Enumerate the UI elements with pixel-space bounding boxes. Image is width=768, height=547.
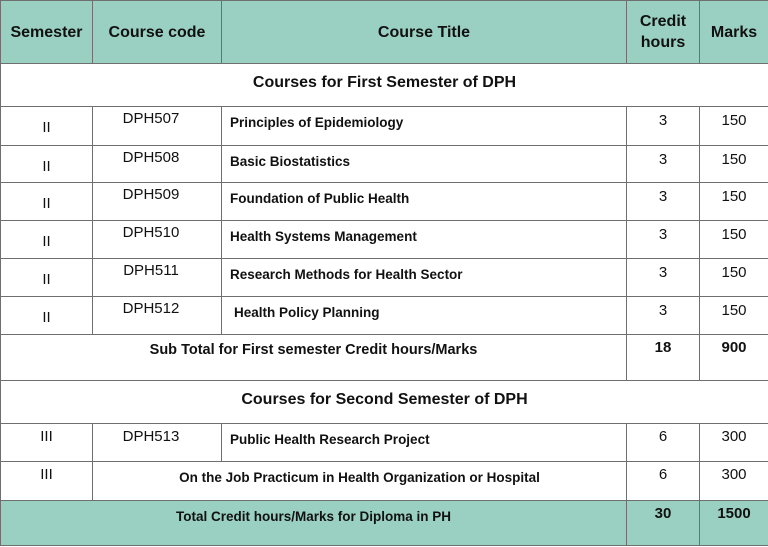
table-row [1, 107, 768, 146]
marks-cell: 150 [700, 107, 768, 146]
semester-cell: II [1, 297, 93, 335]
course-code-cell: DPH508 [93, 146, 222, 183]
credit-hours-cell: 3 [627, 297, 700, 335]
subtotal-label: Sub Total for First semester Credit hours/Marks [1, 335, 627, 381]
table-row [1, 146, 768, 183]
section-row-first-semester [1, 64, 768, 107]
credit-hours-cell: 6 [627, 424, 700, 462]
credit-hours-cell: 3 [627, 107, 700, 146]
course-code-cell: DPH510 [93, 221, 222, 259]
course-title-cell: Public Health Research Project [222, 424, 627, 462]
section-title-text: Courses for First Semester of DPH [252, 74, 517, 91]
section-row-second-semester [1, 381, 768, 424]
total-credit-hours: 30 [627, 501, 700, 546]
course-title-cell: Principles of Epidemiology [222, 107, 627, 146]
course-code-cell: DPH507 [93, 107, 222, 146]
table-row [1, 424, 768, 462]
header-course-title: Course Title [222, 1, 627, 64]
header-course-code: Course code [93, 1, 222, 64]
course-title-cell: Health Policy Planning [222, 297, 627, 335]
semester-cell: II [1, 183, 93, 221]
semester-cell: III [1, 462, 93, 501]
credit-hours-cell: 3 [627, 183, 700, 221]
section-title-first-semester [1, 64, 768, 107]
header-credit-line1: Credit [639, 13, 687, 30]
header-marks: Marks [700, 1, 768, 64]
header-semester: Semester [1, 1, 93, 64]
credit-hours-cell: 6 [627, 462, 700, 501]
header-credit-hours [627, 1, 700, 64]
marks-cell: 300 [700, 462, 768, 501]
total-row [1, 501, 768, 546]
subtotal-marks: 900 [700, 335, 768, 381]
marks-cell: 150 [700, 221, 768, 259]
course-title-cell: Research Methods for Health Sector [222, 259, 627, 297]
course-title-cell: Basic Biostatistics [222, 146, 627, 183]
course-code-cell: DPH512 [93, 297, 222, 335]
section-title-second-semester [1, 381, 768, 424]
semester-cell: III [1, 424, 93, 462]
semester-cell: II [1, 146, 93, 183]
marks-cell: 150 [700, 146, 768, 183]
header-credit-line2: hours [640, 34, 686, 51]
practicum-row [1, 462, 768, 501]
marks-cell: 150 [700, 183, 768, 221]
marks-cell: 300 [700, 424, 768, 462]
table-row [1, 183, 768, 221]
semester-cell: II [1, 221, 93, 259]
table-row [1, 297, 768, 335]
credit-hours-cell: 3 [627, 259, 700, 297]
credit-hours-cell: 3 [627, 146, 700, 183]
total-marks: 1500 [700, 501, 768, 546]
subtotal-credit-hours: 18 [627, 335, 700, 381]
credit-hours-cell: 3 [627, 221, 700, 259]
course-code-cell: DPH509 [93, 183, 222, 221]
subtotal-row [1, 335, 768, 381]
table-row [1, 221, 768, 259]
course-code-cell: DPH513 [93, 424, 222, 462]
header-row [1, 1, 768, 64]
semester-cell: II [1, 259, 93, 297]
course-code-cell: DPH511 [93, 259, 222, 297]
course-title-cell: Foundation of Public Health [222, 183, 627, 221]
marks-cell: 150 [700, 297, 768, 335]
table-row [1, 259, 768, 297]
course-title-cell: Health Systems Management [222, 221, 627, 259]
section-title-text: Courses for Second Semester of DPH [241, 391, 528, 408]
semester-cell: II [1, 107, 93, 146]
total-label: Total Credit hours/Marks for Diploma in PH [1, 501, 627, 546]
marks-cell: 150 [700, 259, 768, 297]
practicum-title-cell: On the Job Practicum in Health Organization or Hospital [93, 462, 627, 501]
